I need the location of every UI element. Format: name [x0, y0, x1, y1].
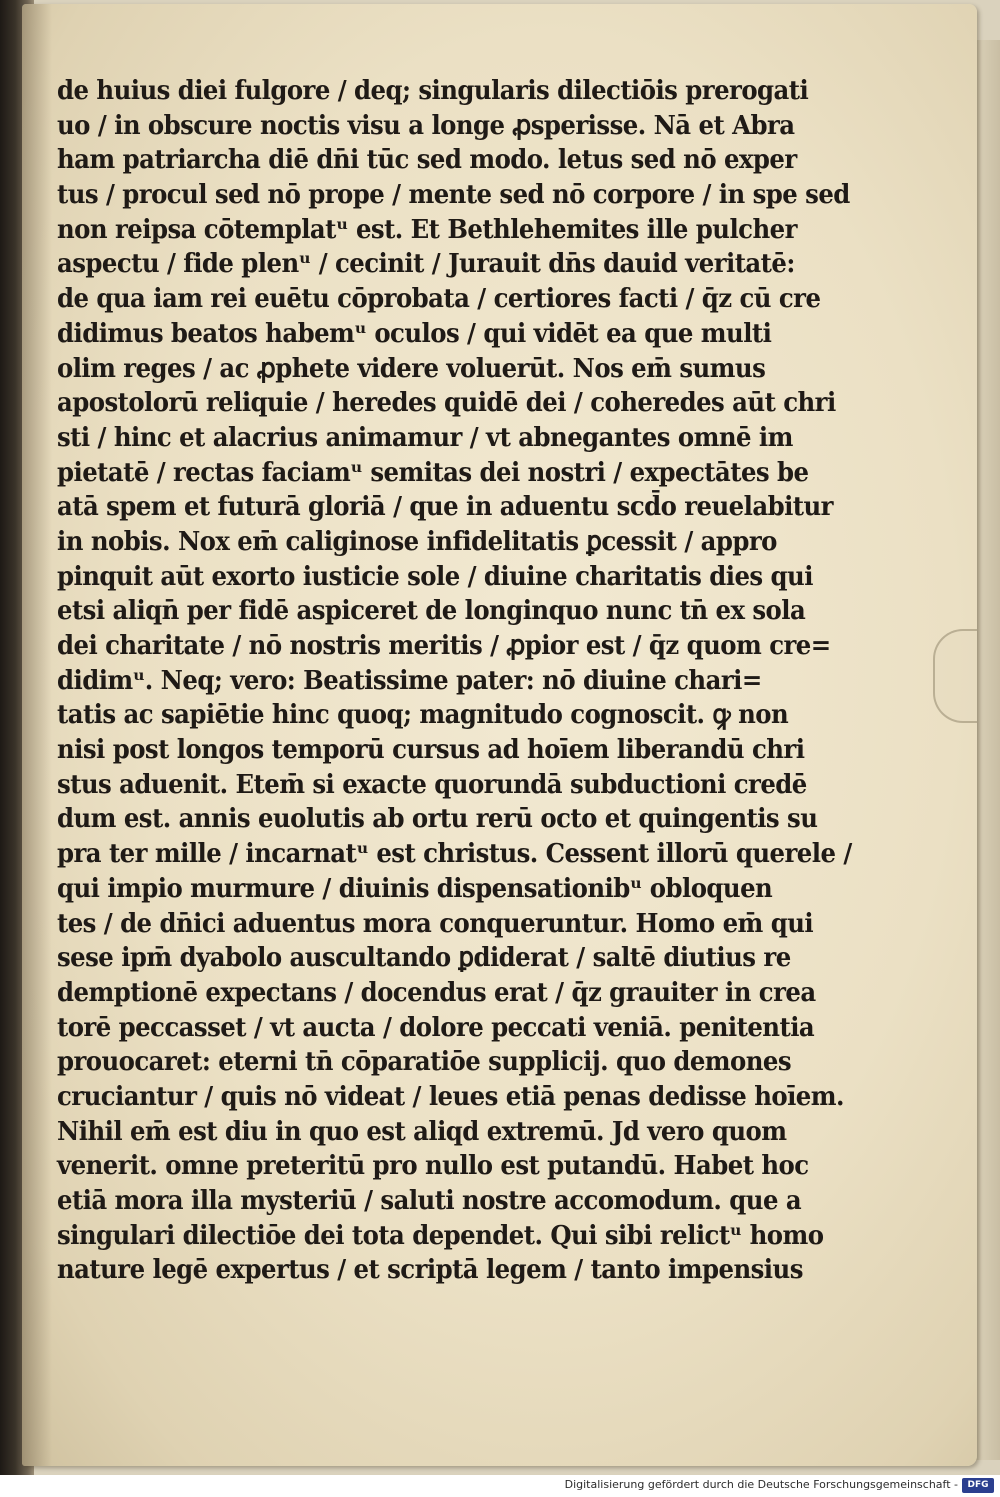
text-line: in nobis. Nox em̄ caliginose infidelitatis ꝑcessit / appro — [57, 525, 777, 557]
text-line: olim reges / ac ꝓphete videre voluerūt. Nos em̄ sumus — [57, 352, 766, 384]
text-line: pietatē / rectas faciamᵘ semitas dei nostri / expectātes be — [57, 456, 809, 488]
text-line: cruciantur / quis nō videat / leues etiā penas dedisse hoīem. — [57, 1080, 844, 1112]
text-line: prouocaret: eterni tn̄ cōparatiōe supplicij. quo demones — [57, 1046, 792, 1078]
text-line: atā spem et futurā gloriā / que in aduentu scd̄o reuelabitur — [57, 491, 833, 523]
text-line: tes / de dn̄ici aduentus mora conqueruntur. Homo em̄ qui — [57, 907, 814, 939]
text-line: nisi post longos temporū cursus ad hoīem liberandū chri — [57, 734, 805, 766]
text-line: de qua iam rei euētu cōprobata / certiores facti / q̄z cū cre — [57, 283, 821, 315]
text-line: etiā mora illa mysteriū / saluti nostre accomodum. que a — [57, 1185, 802, 1216]
text-line: Nihil em̄ est diu in quo est aliqd extremū. Jd vero quom — [57, 1115, 787, 1147]
text-line: sese ipm̄ dyabolo auscultando ꝑdiderat / saltē diutius re — [57, 942, 791, 974]
text-line: pra ter mille / incarnatᵘ est christus. Cessent illorū querele / — [57, 838, 852, 870]
text-line: demptionē expectans / docendus erat / q̄z grauiter in crea — [57, 976, 816, 1008]
page-leaf — [22, 4, 977, 1466]
text-line: etsi aliqn̄ per fidē aspiceret de longinquo nunc tn̄ ex sola — [57, 595, 806, 627]
dfg-logo: DFG — [962, 1478, 994, 1493]
text-line: pinquit aūt exorto iusticie sole / diuine charitatis dies qui — [57, 560, 813, 592]
text-line: stus aduenit. Etem̄ si exacte quorundā subductioni credē — [57, 768, 807, 800]
text-line: tus / procul sed nō prope / mente sed nō corpore / in spe sed — [57, 179, 850, 211]
text-line: didimus beatos habemᵘ oculos / qui vidēt ea que multi — [57, 317, 772, 349]
text-line: nature legē expertus / et scriptā legem / tanto impensius — [57, 1254, 803, 1286]
text-line: apostolorū reliquie / heredes quidē dei / coheredes aūt chri — [57, 387, 836, 419]
text-line: de huius diei fulgore / deq; singularis dilectiōis prerogati — [57, 75, 809, 106]
footer-bar — [0, 1475, 1000, 1497]
text-line: singulari dilectiōe dei tota dependet. Qui sibi relictᵘ homo — [57, 1219, 824, 1251]
text-line: tatis ac sapiētie hinc quoq; magnitudo cognoscit. ꝙ non — [57, 699, 789, 731]
footer-credit: Digitalisierung gefördert durch die Deutsche Forschungsgemeinschaft - — [564, 1478, 958, 1491]
text-line: didimᵘ. Neq; vero: Beatissime pater: nō diuine chari= — [57, 664, 762, 696]
text-line: aspectu / fide plenᵘ / cecinit / Jurauit dn̄s dauid veritatē: — [57, 248, 795, 280]
text-line: non reipsa cōtemplatᵘ est. Et Bethlehemites ille pulcher — [57, 213, 797, 245]
text-line: torē peccasset / vt aucta / dolore peccati veniā. penitentia — [57, 1011, 815, 1043]
page-clip-mark — [933, 629, 977, 723]
text-line: sti / hinc et alacrius animamur / vt abnegantes omnē im — [57, 421, 793, 453]
text-line: qui impio murmure / diuinis dispensationibᵘ obloquen — [57, 872, 773, 904]
text-block — [57, 74, 852, 1288]
text-line: uo / in obscure noctis visu a longe ꝓsperisse. Nā et Abra — [57, 109, 795, 141]
text-line: venerit. omne preteritū pro nullo est putandū. Habet hoc — [57, 1150, 809, 1182]
page-fold-shadow — [22, 4, 52, 1466]
text-line: dum est. annis euolutis ab ortu rerū octo et quingentis su — [57, 803, 818, 835]
text-line: dei charitate / nō nostris meritis / ꝓpior est / q̄z quom cre= — [57, 630, 831, 661]
text-line: ham patriarcha diē dn̄i tūc sed modo. letus sed nō exper — [57, 144, 797, 176]
